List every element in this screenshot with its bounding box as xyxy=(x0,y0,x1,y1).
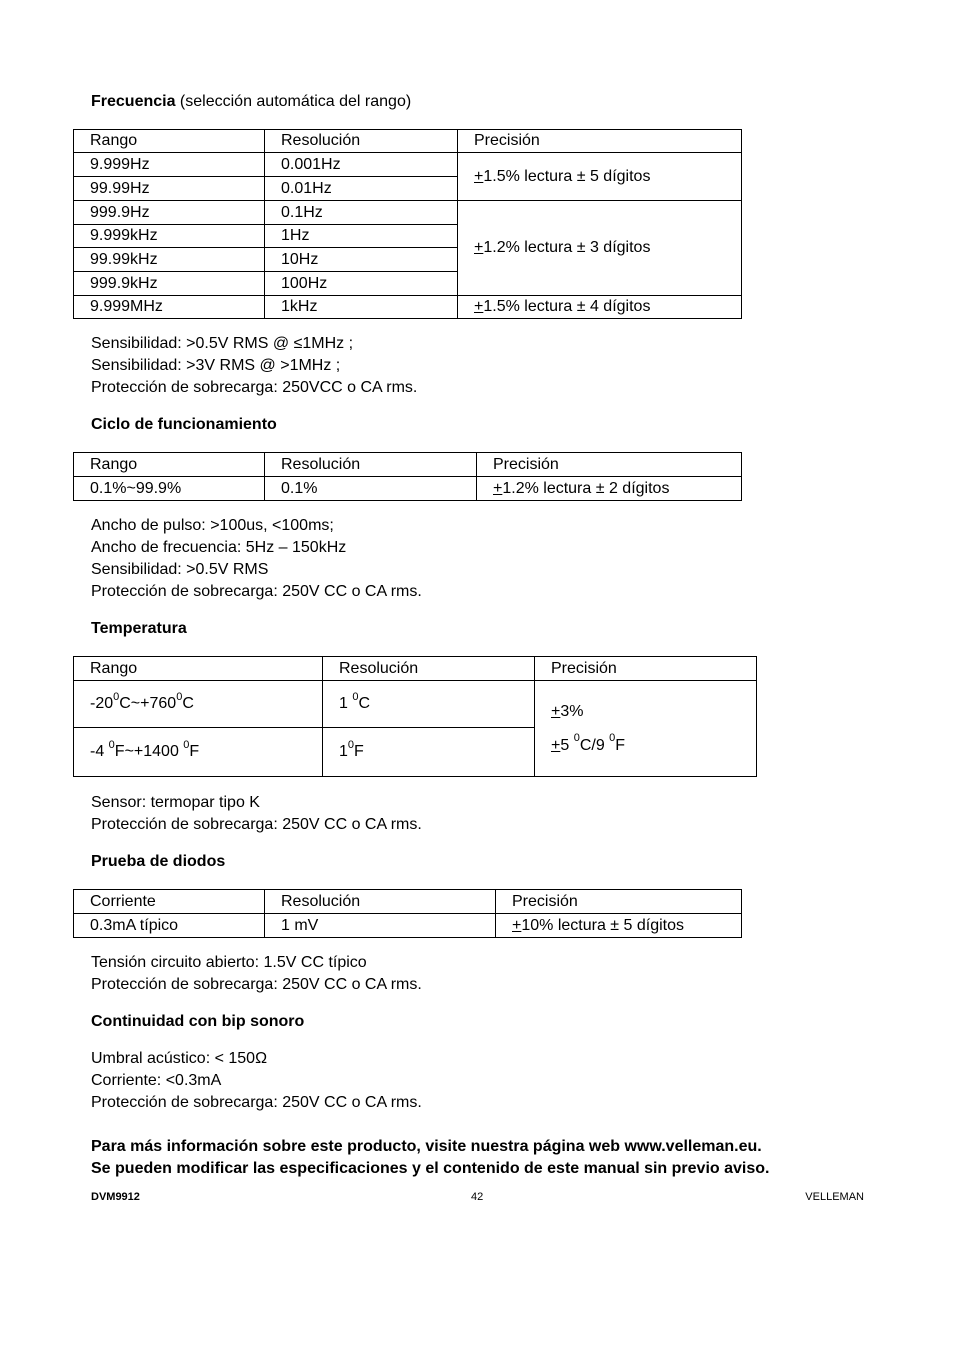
duty-note: Ancho de pulso: >100us, <100ms; xyxy=(91,517,334,534)
temp-note: Sensor: termopar tipo K xyxy=(91,794,260,811)
table-row xyxy=(74,296,742,319)
temp-table xyxy=(73,656,757,777)
precision-cell xyxy=(535,681,757,777)
resolution-cell: 0.001Hz xyxy=(265,153,458,177)
duty-note: Protección de sobrecarga: 250V CC o CA rms. xyxy=(91,583,422,600)
header-cell: Rango xyxy=(74,130,265,153)
plus-minus-sign: + xyxy=(551,702,561,720)
degree-mark: 0 xyxy=(113,690,120,703)
precision-line xyxy=(551,695,756,729)
degree-mark: 0 xyxy=(352,690,359,703)
cont-title: Continuidad con bip sonoro xyxy=(91,1013,305,1030)
precision-text: 5 xyxy=(560,736,574,754)
range-cell xyxy=(74,728,323,777)
header-cell: Corriente xyxy=(74,890,265,914)
plus-minus-sign: + xyxy=(493,479,503,497)
precision-text: 1.2% lectura ± 3 dígitos xyxy=(483,239,651,256)
duty-note: Sensibilidad: >0.5V RMS xyxy=(91,561,269,578)
range-cell: 9.999MHz xyxy=(74,296,265,319)
resolution-cell: 1kHz xyxy=(265,296,458,319)
range-text: F~+1400 xyxy=(114,743,184,760)
range-cell: 999.9kHz xyxy=(74,272,265,296)
degree-mark: 0 xyxy=(347,738,355,751)
temp-title: Temperatura xyxy=(91,620,187,637)
cont-note: Umbral acústico: < 150Ω xyxy=(91,1050,268,1067)
precision-cell xyxy=(458,201,742,296)
info-note: Para más información sobre este producto, visite nuestra página web www.velleman.eu. xyxy=(91,1138,762,1155)
range-cell: 9.999Hz xyxy=(74,153,265,177)
header-cell: Resolución xyxy=(265,890,496,914)
range-text: -4 xyxy=(90,743,109,760)
precision-text: 1.5% lectura ± 4 dígitos xyxy=(483,298,651,315)
table-header-row xyxy=(74,453,742,477)
plus-minus-sign: + xyxy=(551,736,561,754)
range-cell: 99.99kHz xyxy=(74,248,265,272)
degree-mark: 0 xyxy=(609,732,616,745)
freq-note: Protección de sobrecarga: 250VCC o CA rms. xyxy=(91,379,418,396)
degree-mark: 0 xyxy=(108,738,115,751)
resolution-text: 1 xyxy=(339,743,348,760)
resolution-cell: 100Hz xyxy=(265,272,458,296)
diode-table xyxy=(73,889,742,938)
precision-text: 1.2% lectura ± 2 dígitos xyxy=(502,479,670,497)
table-row xyxy=(74,477,742,501)
page-number: 42 xyxy=(471,1191,484,1203)
freq-note: Sensibilidad: >0.5V RMS @ ≤1MHz ; xyxy=(91,335,354,352)
range-cell: 9.999kHz xyxy=(74,225,265,248)
precision-text: C/9 xyxy=(579,736,610,754)
table-row xyxy=(74,681,757,728)
precision-cell xyxy=(458,296,742,319)
resolution-text: 1 xyxy=(339,695,353,712)
duty-table xyxy=(73,452,742,501)
range-cell xyxy=(74,681,323,728)
resolution-cell: 1Hz xyxy=(265,225,458,248)
header-cell: Resolución xyxy=(265,453,477,477)
resolution-cell xyxy=(323,681,535,728)
resolution-text: C xyxy=(358,695,371,712)
freq-table xyxy=(73,129,742,319)
freq-heading xyxy=(91,91,411,113)
resolution-cell: 0.1% xyxy=(265,477,477,501)
precision-line xyxy=(551,729,756,763)
range-text: C~+760 xyxy=(119,695,177,712)
duty-note: Ancho de frecuencia: 5Hz – 150kHz xyxy=(91,539,347,556)
duty-title: Ciclo de funcionamiento xyxy=(91,416,277,433)
precision-cell xyxy=(496,914,742,938)
resolution-cell xyxy=(323,728,535,777)
table-header-row xyxy=(74,657,757,681)
temp-note: Protección de sobrecarga: 250V CC o CA rms. xyxy=(91,816,422,833)
precision-text: 1.5% lectura ± 5 dígitos xyxy=(483,167,651,185)
table-row xyxy=(74,914,742,938)
degree-mark: 0 xyxy=(176,690,183,703)
precision-cell xyxy=(458,153,742,201)
precision-text: 3% xyxy=(560,702,584,720)
diode-title: Prueba de diodos xyxy=(91,853,226,870)
table-header-row xyxy=(74,890,742,914)
header-cell: Resolución xyxy=(323,657,535,681)
plus-minus-sign: + xyxy=(512,916,522,934)
current-cell: 0.3mA típico xyxy=(74,914,265,938)
range-text: F xyxy=(189,743,200,760)
resolution-cell: 1 mV xyxy=(265,914,496,938)
disclaimer-note: Se pueden modificar las especificaciones y el contenido de este manual sin previo aviso. xyxy=(91,1160,770,1177)
range-cell: 0.1%~99.9% xyxy=(74,477,265,501)
header-cell: Precisión xyxy=(496,890,742,914)
freq-subtitle: (selección automática del rango) xyxy=(175,93,412,110)
header-cell: Precisión xyxy=(535,657,757,681)
footer-brand: VELLEMAN xyxy=(805,1191,864,1203)
plus-minus-sign: + xyxy=(474,239,484,256)
header-cell: Precisión xyxy=(458,130,742,153)
table-row xyxy=(74,201,742,225)
header-cell: Precisión xyxy=(477,453,742,477)
header-cell: Rango xyxy=(74,453,265,477)
header-cell: Rango xyxy=(74,657,323,681)
plus-minus-sign: + xyxy=(474,167,484,185)
header-cell: Resolución xyxy=(265,130,458,153)
diode-note: Protección de sobrecarga: 250V CC o CA rms. xyxy=(91,976,422,993)
range-cell: 999.9Hz xyxy=(74,201,265,225)
cont-note: Corriente: <0.3mA xyxy=(91,1072,222,1089)
plus-minus-sign: + xyxy=(474,298,484,315)
resolution-text: F xyxy=(354,743,364,760)
table-header-row xyxy=(74,130,742,153)
freq-title: Frecuencia xyxy=(91,93,176,110)
resolution-cell: 0.01Hz xyxy=(265,177,458,201)
footer-model: DVM9912 xyxy=(91,1191,140,1203)
resolution-cell: 0.1Hz xyxy=(265,201,458,225)
table-row xyxy=(74,153,742,177)
range-text: C xyxy=(182,695,194,712)
precision-text: 10% lectura ± 5 dígitos xyxy=(521,916,684,934)
range-text: -20 xyxy=(90,695,114,712)
precision-text: F xyxy=(615,736,626,754)
precision-cell xyxy=(477,477,742,501)
cont-note: Protección de sobrecarga: 250V CC o CA rms. xyxy=(91,1094,422,1111)
degree-mark: 0 xyxy=(183,738,190,751)
resolution-cell: 10Hz xyxy=(265,248,458,272)
diode-note: Tensión circuito abierto: 1.5V CC típico xyxy=(91,954,367,971)
freq-note: Sensibilidad: >3V RMS @ >1MHz ; xyxy=(91,357,341,374)
range-cell: 99.99Hz xyxy=(74,177,265,201)
degree-mark: 0 xyxy=(573,732,580,745)
